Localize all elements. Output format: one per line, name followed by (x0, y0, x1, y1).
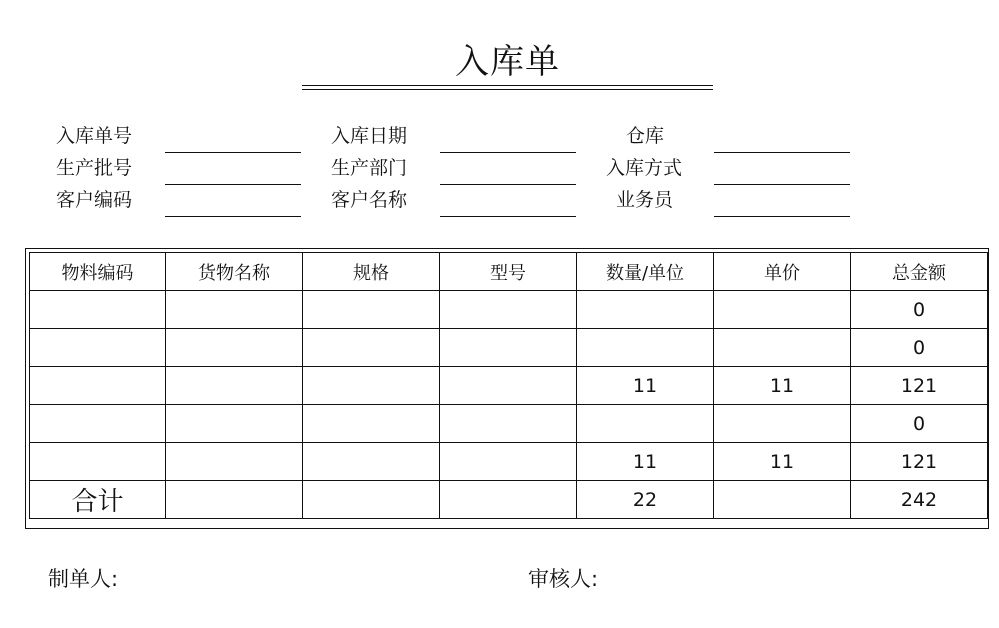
table-cell[interactable] (303, 443, 440, 481)
reviewer-label: 审核人: (528, 567, 599, 591)
table-row (30, 329, 988, 367)
table-cell[interactable] (166, 367, 303, 405)
total-quantity: 22 (577, 481, 714, 519)
table-row (30, 405, 988, 443)
table-cell[interactable]: 11 (577, 443, 714, 481)
header-label-salesperson: 业务员 (616, 189, 674, 211)
title-underline (302, 85, 713, 90)
table-cell[interactable] (30, 367, 166, 405)
table-cell[interactable]: 11 (714, 367, 851, 405)
table-cell[interactable]: 0 (851, 405, 988, 443)
table-cell[interactable] (714, 291, 851, 329)
header-field-inbound-method[interactable] (714, 184, 850, 185)
table-cell[interactable] (440, 367, 577, 405)
table-cell (714, 481, 851, 519)
table-cell[interactable] (166, 405, 303, 443)
table-cell[interactable] (714, 329, 851, 367)
column-header: 型号 (440, 253, 577, 291)
inventory-table (29, 252, 988, 519)
table-cell[interactable]: 121 (851, 367, 988, 405)
table-cell[interactable] (303, 367, 440, 405)
table-cell[interactable] (577, 291, 714, 329)
total-label: 合计 (30, 481, 166, 519)
table-cell[interactable] (440, 443, 577, 481)
header-field-batch-no[interactable] (165, 184, 301, 185)
header-label-warehouse: 仓库 (626, 125, 665, 147)
table-cell[interactable]: 11 (577, 367, 714, 405)
table-row (30, 291, 988, 329)
header-label-inbound-no: 入库单号 (56, 125, 133, 147)
table-cell[interactable] (303, 291, 440, 329)
table-cell[interactable]: 0 (851, 329, 988, 367)
preparer-label: 制单人: (48, 567, 119, 591)
table-row (30, 443, 988, 481)
table-cell[interactable] (303, 329, 440, 367)
header-label-customer-code: 客户编码 (56, 189, 133, 211)
header-field-customer-name[interactable] (440, 216, 576, 217)
header-label-customer-name: 客户名称 (331, 189, 408, 211)
table-header-row (30, 253, 988, 291)
table-cell[interactable] (30, 443, 166, 481)
table-cell[interactable] (440, 291, 577, 329)
header-field-salesperson[interactable] (714, 216, 850, 217)
table-cell[interactable] (440, 329, 577, 367)
header-label-inbound-method: 入库方式 (606, 157, 683, 179)
total-row (30, 481, 988, 519)
table-cell (303, 481, 440, 519)
table-cell[interactable] (714, 405, 851, 443)
header-field-department[interactable] (440, 184, 576, 185)
header-label-department: 生产部门 (331, 157, 408, 179)
table-cell[interactable] (166, 329, 303, 367)
table-cell[interactable] (30, 329, 166, 367)
column-header: 货物名称 (166, 253, 303, 291)
column-header: 单价 (714, 253, 851, 291)
header-label-batch-no: 生产批号 (56, 157, 133, 179)
table-row (30, 367, 988, 405)
table-cell (440, 481, 577, 519)
column-header: 总金额 (851, 253, 988, 291)
header-field-inbound-no[interactable] (165, 152, 301, 153)
table-cell[interactable] (30, 291, 166, 329)
header-field-warehouse[interactable] (714, 152, 850, 153)
header-field-customer-code[interactable] (165, 216, 301, 217)
column-header: 规格 (303, 253, 440, 291)
total-amount: 242 (851, 481, 988, 519)
table-cell[interactable] (30, 405, 166, 443)
table-cell[interactable]: 121 (851, 443, 988, 481)
table-cell[interactable]: 0 (851, 291, 988, 329)
table-cell (166, 481, 303, 519)
header-label-inbound-date: 入库日期 (331, 125, 408, 147)
column-header: 物料编码 (30, 253, 166, 291)
table-cell[interactable] (303, 405, 440, 443)
table-cell[interactable]: 11 (714, 443, 851, 481)
header-field-inbound-date[interactable] (440, 152, 576, 153)
column-header: 数量/单位 (577, 253, 714, 291)
table-cell[interactable] (166, 443, 303, 481)
table-cell[interactable] (166, 291, 303, 329)
form-title: 入库单 (455, 42, 560, 82)
table-cell[interactable] (577, 329, 714, 367)
table-cell[interactable] (440, 405, 577, 443)
table-cell[interactable] (577, 405, 714, 443)
